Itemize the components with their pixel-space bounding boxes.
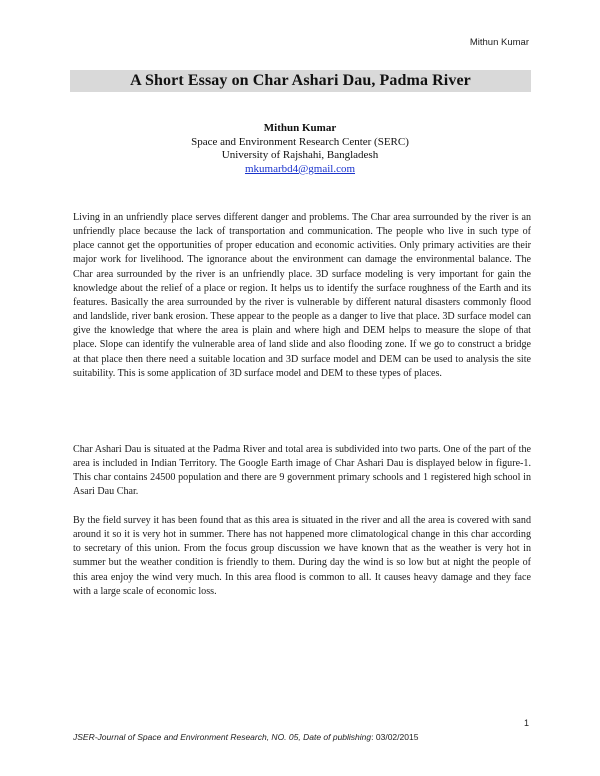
body-paragraph-1: Living in an unfriendly place serves different danger and problems. The Char area surrounded by the river is an unfriendly place because the lack of transportation and communication. The people who live in such type of place cannot get the opportunities of proper education and economic activities. Only primary activities are their major work for livelihood. The ignorance about the environment can damage the environmental balance. The Char area surrounded by the river is an unfriendly place. 3D surface modeling is very important for gain the knowledge about the relief of a place or region. It helps us to identify the surface roughness of the Earth and its features. Basically the area surrounded by the river is vulnerable by different natural disasters commonly flood and landslide, river bank erosion. These appear to the people as a danger to live that place. 3D surface model can give the knowledge that where the area is plain and where high and DEM helps to measure the slope of that place. Slope can identify the vulnerable area of land slide and also flooding zone. If we go to construct a bridge at that place then there need a suitable location and 3D surface model and DEM can be used to analysis the site suitability. This is some application of 3D surface model and DEM to these types of places. (73, 212, 531, 379)
body-paragraph-3: By the field survey it has been found that as this area is situated in the river and all the area is covered with sand around it so it is very hot in summer. There has not happened more climatological change in this char according to secretary of this union. From the focus group discussion we have known that as the weather is very hot in summer but the weather condition is friendly to them. During day the wind is so low but at night the people of this area enjoy the wind very much. In this area flood is common to all. It causes heavy damage and they face with a large scale of economic loss. (73, 515, 531, 597)
footer-separator: : (371, 732, 376, 742)
author-affiliation: Space and Environment Research Center (SERC) (191, 135, 409, 148)
author-university: University of Rajshahi, Bangladesh (221, 149, 379, 162)
running-header-author: Mithun Kumar (469, 37, 529, 48)
author-email-link[interactable]: mkumarbd4@gmail.com (244, 162, 356, 175)
body-paragraph-2: Char Ashari Dau is situated at the Padma River and total area is subdivided into two parts. One of the part of the area is included in Indian Territory. The Google Earth image of Char Ashari Dau is displayed below in figure-1. This char contains 24500 population and there are 9 government primary schools and 1 registered high school in Asari Dau Char. (73, 444, 531, 498)
footer-journal-name: JSER-Journal of Space and Environment Research, NO. 05, Date of publishing (73, 732, 372, 742)
footer-publish-date: 03/02/2015 (375, 732, 419, 742)
paper-title: A Short Essay on Char Ashari Dau, Padma River (130, 72, 471, 89)
page-number: 1 (523, 718, 529, 728)
journal-footer (73, 732, 418, 742)
author-name: Mithun Kumar (263, 122, 337, 134)
author-block (0, 122, 600, 176)
